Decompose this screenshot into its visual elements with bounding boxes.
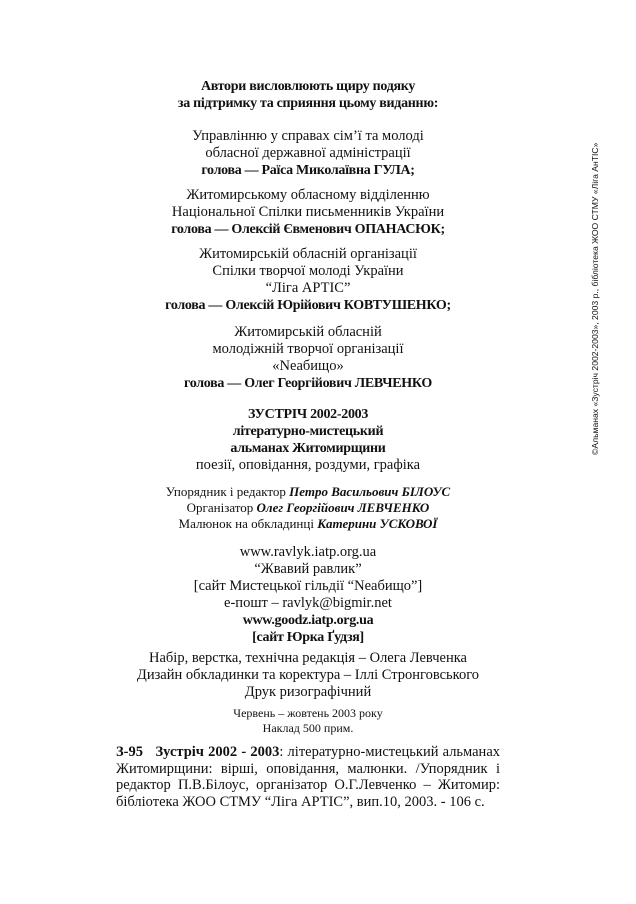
thanks-header-line-2: за підтримку та сприяння цьому виданню: — [177, 96, 439, 111]
credit-editor-name: Петро Васильович БІЛОУС — [289, 484, 451, 499]
thanks-block-1-line-1: Управлінню у справах сім’ї та молоді — [192, 128, 424, 144]
citation-line-1-rest: : літературно-мистецький альманах — [279, 744, 501, 760]
thanks-block-3-line-1: Житомирській обласній організації — [199, 246, 417, 262]
thanks-block-4 — [108, 324, 508, 392]
site2-url[interactable]: www.goodz.iatp.org.ua — [242, 613, 374, 628]
thanks-block-2-head: голова — Олексій Євменович ОПАНАСЮК; — [171, 222, 445, 237]
thanks-block-1-line-2: обласної державної адміністрації — [205, 145, 411, 161]
thanks-block-3-head: голова — Олексій Юрійович КОВТУШЕНКО; — [165, 298, 451, 313]
credit-cover-label: Малюнок на обкладинці — [178, 516, 318, 531]
production-line-3: Друк ризографічний — [244, 684, 372, 700]
almanac-subtitle-2: альманах Житомирщини — [230, 441, 386, 456]
thanks-block-3 — [108, 246, 508, 314]
thanks-block-2-line-2: Національної Спілки письменників України — [171, 204, 445, 220]
almanac-title: ЗУСТРІЧ 2002-2003 — [247, 407, 369, 422]
citation-line-4: бібліотека ЖОО СТМУ “Ліга АРТІС”, вип.10, 2003. - 106 с. — [116, 793, 485, 810]
thanks-block-3-line-2: Спілки творчої молоді України — [212, 263, 404, 279]
thanks-block-4-line-3: «Neабищо» — [272, 358, 344, 374]
thanks-block-2-line-1: Житомирському обласному відділенню — [186, 187, 430, 203]
credit-organizer — [108, 500, 508, 516]
citation-code: З-95 — [116, 744, 143, 760]
production-line-2: Дизайн обкладинки та коректура – Іллі Стронговського — [136, 667, 480, 683]
citation-line-3: редактор П.В.Білоус, організатор О.Г.Левченко – Житомир: — [116, 777, 500, 793]
title-block — [108, 406, 508, 474]
production-block — [108, 650, 508, 701]
site1-url[interactable]: www.ravlyk.iatp.org.ua — [239, 544, 377, 560]
thanks-block-4-line-1: Житомирській обласній — [234, 324, 382, 340]
citation-line-1 — [116, 744, 500, 761]
credit-organizer-label: Організатор — [186, 500, 257, 515]
credit-editor-label: Упорядник і редактор — [165, 484, 290, 499]
thanks-block-1-head: голова — Раїса Миколаївна ГУЛА; — [201, 163, 415, 178]
thanks-header-line-1: Автори висловлюють щиру подяку — [200, 79, 416, 94]
site1-note: [сайт Мистецької гільдії “Neабищо”] — [193, 578, 423, 594]
thanks-block-2 — [108, 187, 508, 238]
print-run: Наклад 500 прим. — [262, 721, 354, 735]
credit-editor — [108, 484, 508, 500]
thanks-block-3-line-3: “Ліга АРТІС” — [265, 280, 351, 296]
citation-line-2: Житомирщини: вірші, оповідання, малюнки. /Упорядник і — [116, 760, 500, 777]
credit-cover — [108, 516, 508, 532]
site2-note: [сайт Юрка Ґудзя] — [252, 630, 364, 645]
thanks-header — [108, 78, 508, 112]
citation-title: Зустріч 2002 - 2003 — [155, 744, 280, 760]
links-block — [108, 544, 508, 646]
email-line[interactable]: е-пошт – ravlyk@bigmir.net — [224, 595, 392, 611]
print-date: Червень – жовтень 2003 року — [233, 706, 383, 720]
side-copyright-text: ©Альманах «Зустріч 2002-2003», 2003 р., бібліотека ЖОО СТМУ «Ліга АнТІС» — [590, 142, 600, 455]
credit-organizer-name: Олег Георгійович ЛЕВЧЕНКО — [256, 500, 430, 515]
side-copyright — [590, 142, 604, 469]
thanks-block-4-head: голова — Олег Георгійович ЛЕВЧЕНКО — [184, 376, 432, 391]
credit-cover-name: Катерини УСКОВОЇ — [317, 516, 438, 531]
thanks-block-1 — [108, 128, 508, 179]
almanac-subtitle-1: літературно-мистецький — [232, 424, 384, 439]
site1-name: “Жвавий равлик” — [254, 561, 362, 577]
almanac-genres: поезії, оповідання, роздуми, графіка — [195, 457, 421, 473]
thanks-block-4-line-2: молодіжній творчої організації — [212, 341, 404, 357]
credits-block — [108, 484, 508, 532]
print-info-block — [108, 706, 508, 736]
production-line-1: Набір, верстка, технічна редакція – Олега Левченка — [149, 650, 467, 666]
bibliographic-citation — [116, 744, 500, 810]
